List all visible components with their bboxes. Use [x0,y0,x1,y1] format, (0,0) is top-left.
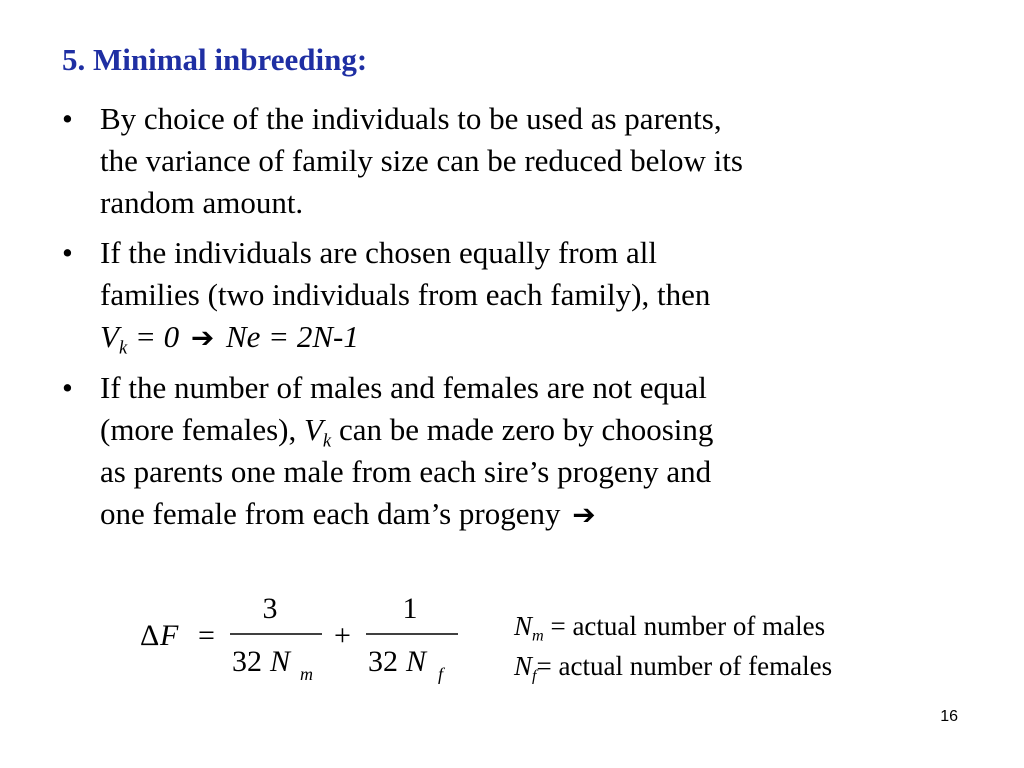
eq-result: Ne = 2N-1 [218,319,359,354]
bullet-dot: • [62,370,73,405]
bullet-item-2 [62,232,962,359]
eq-equals-zero: = 0 [127,319,187,354]
bullet-3-line-2-a: (more females), [100,412,304,447]
term2-denominator-coeff: 32 [368,645,398,678]
legend-males [514,606,832,646]
bullet-dot: • [62,101,73,136]
legend-var: N [514,651,533,681]
legend-var: N [514,611,533,641]
term1-denominator-coeff: 32 [232,645,262,678]
bullet-3-line-4-text: one female from each dam’s progeny [100,496,569,531]
slide-heading: 5. Minimal inbreeding: [62,42,368,77]
legend-text: = actual number of females [536,651,833,681]
legend-sub: f [532,666,537,685]
eq-sub-k: k [118,337,128,359]
formula-lhs-var: F [160,619,179,652]
legend-females [514,646,832,686]
term2-denominator-var: N [406,645,427,678]
bullet-list [62,98,962,544]
delta-f-formula [140,588,480,698]
bullet-3-line-2 [100,409,962,451]
bullet-item-3 [62,367,962,536]
right-arrow-icon: ➔ [190,321,215,354]
bullet-2-line-2: families (two individuals from each family), then [100,277,711,312]
bullet-3-line-2-b: can be made zero by choosing [331,412,714,447]
bullet-3-line-1: If the number of males and females are not equal [100,370,707,405]
legend-text: = actual number of males [543,611,826,641]
bullet-2-equation [100,316,962,359]
formula-equals: = [198,619,215,652]
bullet-1-line-2: the variance of family size can be reduced below its [100,143,743,178]
right-arrow-icon: ➔ [572,498,596,531]
bullet-1-line-3: random amount. [100,185,304,220]
term2-denominator-sub: f [438,664,444,684]
page-number: 16 [940,708,958,725]
eq-var-v: V [100,319,119,354]
bullet-dot: • [62,235,73,270]
bullet-1-line-1: By choice of the individuals to be used as parents, [100,101,722,136]
bullet-2-line-1: If the individuals are chosen equally from all [100,235,657,270]
formula-delta: Δ [140,619,160,652]
term1-numerator: 3 [262,592,278,625]
term1-denominator-sub: m [300,664,313,684]
bullet-item-1 [62,98,962,224]
bullet-3-line-4 [100,493,962,536]
term1-denominator-var: N [270,645,291,678]
term2-numerator: 1 [402,592,418,625]
bullet-3-line-3: as parents one male from each sire’s progeny and [100,454,712,489]
sub-k: k [322,430,332,452]
formula-legend [514,606,832,686]
formula-plus: + [334,619,351,652]
var-v: V [303,412,323,447]
legend-sub: m [532,626,544,645]
